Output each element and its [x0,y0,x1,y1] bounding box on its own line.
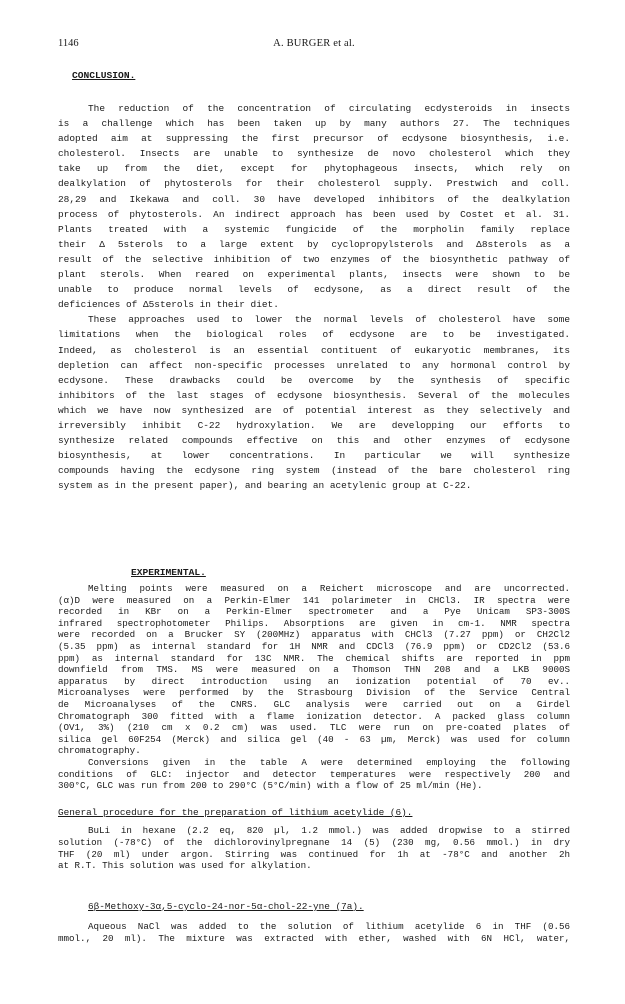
text-line: Melting points were measured on a Reichert microscope and are uncorrected. [88,583,570,594]
text-line: ecdysone. These drawbacks could be overcome by the synthesis of specific [58,374,570,386]
text-line: deficiences of Δ5sterols in their diet. [58,299,279,311]
text-line: recorded in KBr on a Perkin-Elmer spectrometer and a Pye Unicam SP3-300S [58,606,570,618]
text-line: BuLi in hexane (2.2 eq, 820 µl, 1.2 mmol.) was added dropwise to a stirred [88,825,570,836]
running-title: A. BURGER et al. [273,38,355,49]
conclusion-body [58,101,570,493]
page-number: 1146 [58,38,79,49]
compound-7a-body [58,921,570,945]
text-line: Conversions given in the table A were determined employing the following [88,756,570,768]
text-line: unable to produce normal levels of ecdysone, as a direct result of the [58,284,570,296]
text-line: result of the selective inhibition of two enzymes of the biosynthetic pathway of [58,253,570,265]
text-line: synthesize related compounds effective on this and other enzymes of ecdysone [58,435,570,447]
text-line: irreversibly inhibit C-22 hydroxylation. We are developping our efforts to [58,419,570,431]
text-line: inhibitors of the last stages of ecdysone biosynthesis. Several of the molecules [58,389,570,401]
text-line: cholesterol. Insects are unable to synthesize de novo cholesterol which they [58,148,570,160]
text-line: dealkylation of phytosterols for their cholesterol supply. Prestwich and coll. [58,178,570,190]
experimental-heading: EXPERIMENTAL. [131,567,206,578]
text-line: 300°C, GLC was run from 200 to 290°C (5°C/min) with a flow of 25 ml/min (He). [58,780,483,792]
text-line: downfield from TMS. MS were measured on a Thomson THN 208 and a LKB 9000S [58,664,570,676]
text-line: biosynthesis, at lower concentrations. In particular we will synthesize [58,450,570,462]
text-line: depletion can affect non-specific processes unrelated to any hormonal control by [58,359,570,371]
text-line: adopted aim at suppressing the first precursor of ecdysone biosynthesis, i.e. [58,133,570,145]
text-line: is a challenge which has been taken up by many authors 27. The techniques [58,118,570,130]
text-line: silica gel 60F254 (Merck) and silica gel (40 - 63 µm, Merck) was used for column [58,733,570,745]
text-line: were recorded on a Brucker SY (200MHz) apparatus with CHCl3 (7.27 ppm) or CH2Cl2 [58,629,570,641]
general-procedure-heading: General procedure for the preparation of lithium acetylide (6). [58,807,413,818]
text-line: These approaches used to lower the normal levels of cholesterol have some [88,314,570,326]
text-line: system as in the present paper), and bearing an acetylenic group at C-22. [58,480,472,492]
text-line: (OV1, 3%) (210 cm x 0.2 cm) was used. TLC were run on pre-coated plates of [58,722,570,734]
text-line: their Δ 5sterols to a large extent by cyclopropylsterols and Δ8sterols as a [58,238,570,250]
text-line: conditions of GLC: injector and detector temperatures were respectively 200 and [58,768,570,780]
text-line: The reduction of the concentration of circulating ecdysteroids in insects [88,103,570,114]
text-line: (α)D were measured on a Perkin-Elmer 141 polarimeter in CHCl3. IR spectra were [58,594,570,606]
text-line: apparatus by direct introduction using an ionization potential of 70 ev.. [58,675,570,687]
text-line: mmol., 20 ml). The mixture was extracted with ether, washed with 6N HCl, water, [58,932,570,944]
text-line: plant sterols. When reared on experimental plants, insects were shown to be [58,269,570,281]
general-procedure-body [58,825,570,872]
conclusion-heading: CONCLUSION. [72,70,136,81]
text-line: de Microanalyses of the CNRS. GLC analysis were carried out on a Girdel [58,698,570,710]
text-line: compounds having the ecdysone ring system (instead of the bare cholesterol ring [58,465,570,477]
text-line: process of phytosterols. An indirect approach has been used by Costet et al. 31. [58,208,570,220]
text-line: Indeed, as cholesterol is an essential contituent of eukaryotic membranes, its [58,344,570,356]
text-line: solution (-78°C) of the dichlorovinylpregnane 14 (5) (230 mg, 0.56 mmol.) in dry [58,836,570,848]
text-line: Chromatograph 300 fitted with a flame ionization detector. A packed glass column [58,710,570,722]
text-line: THF (20 ml) under argon. Stirring was continued for 1h at -78°C and another 2h [58,848,570,860]
text-line: ppm) as internal standard for 13C NMR. The chemical shifts are reported in ppm [58,652,570,664]
text-line: Aqueous NaCl was added to the solution of lithium acetylide 6 in THF (0.56 [88,921,570,932]
text-line: 28,29 and Ikekawa and coll. 30 have developed inhibitors of the dealkylation [58,193,570,205]
running-header [58,38,570,54]
text-line: infrared spectrophotometer Philips. Absorptions are given in cm-1. NMR spectra [58,617,570,629]
text-line: limitations when the biological roles of ecdysone are to be investigated. [58,329,570,341]
text-line: take up from the diet, except for phytophageous insects, which rely on [58,163,570,175]
experimental-body [58,583,570,792]
text-line: (5.35 ppm) as internal standard for 1H NMR and CDCl3 (76.9 ppm) or CD2Cl2 (53.6 [58,640,570,652]
text-line: which we have now synthesized are of potential interest as they selectively and [58,404,570,416]
text-line: Microanalyses were performed by the Strasbourg Division of the Service Central [58,687,570,699]
compound-7a-heading: 6β-Methoxy-3α,5-cyclo-24-nor-5α-chol-22-yne (7a). [88,901,364,912]
text-line: chromatography. [58,745,141,757]
text-line: Plants treated with a systemic fungicide of the morpholin family replace [58,223,570,235]
text-line: at R.T. This solution was used for alkylation. [58,860,312,872]
